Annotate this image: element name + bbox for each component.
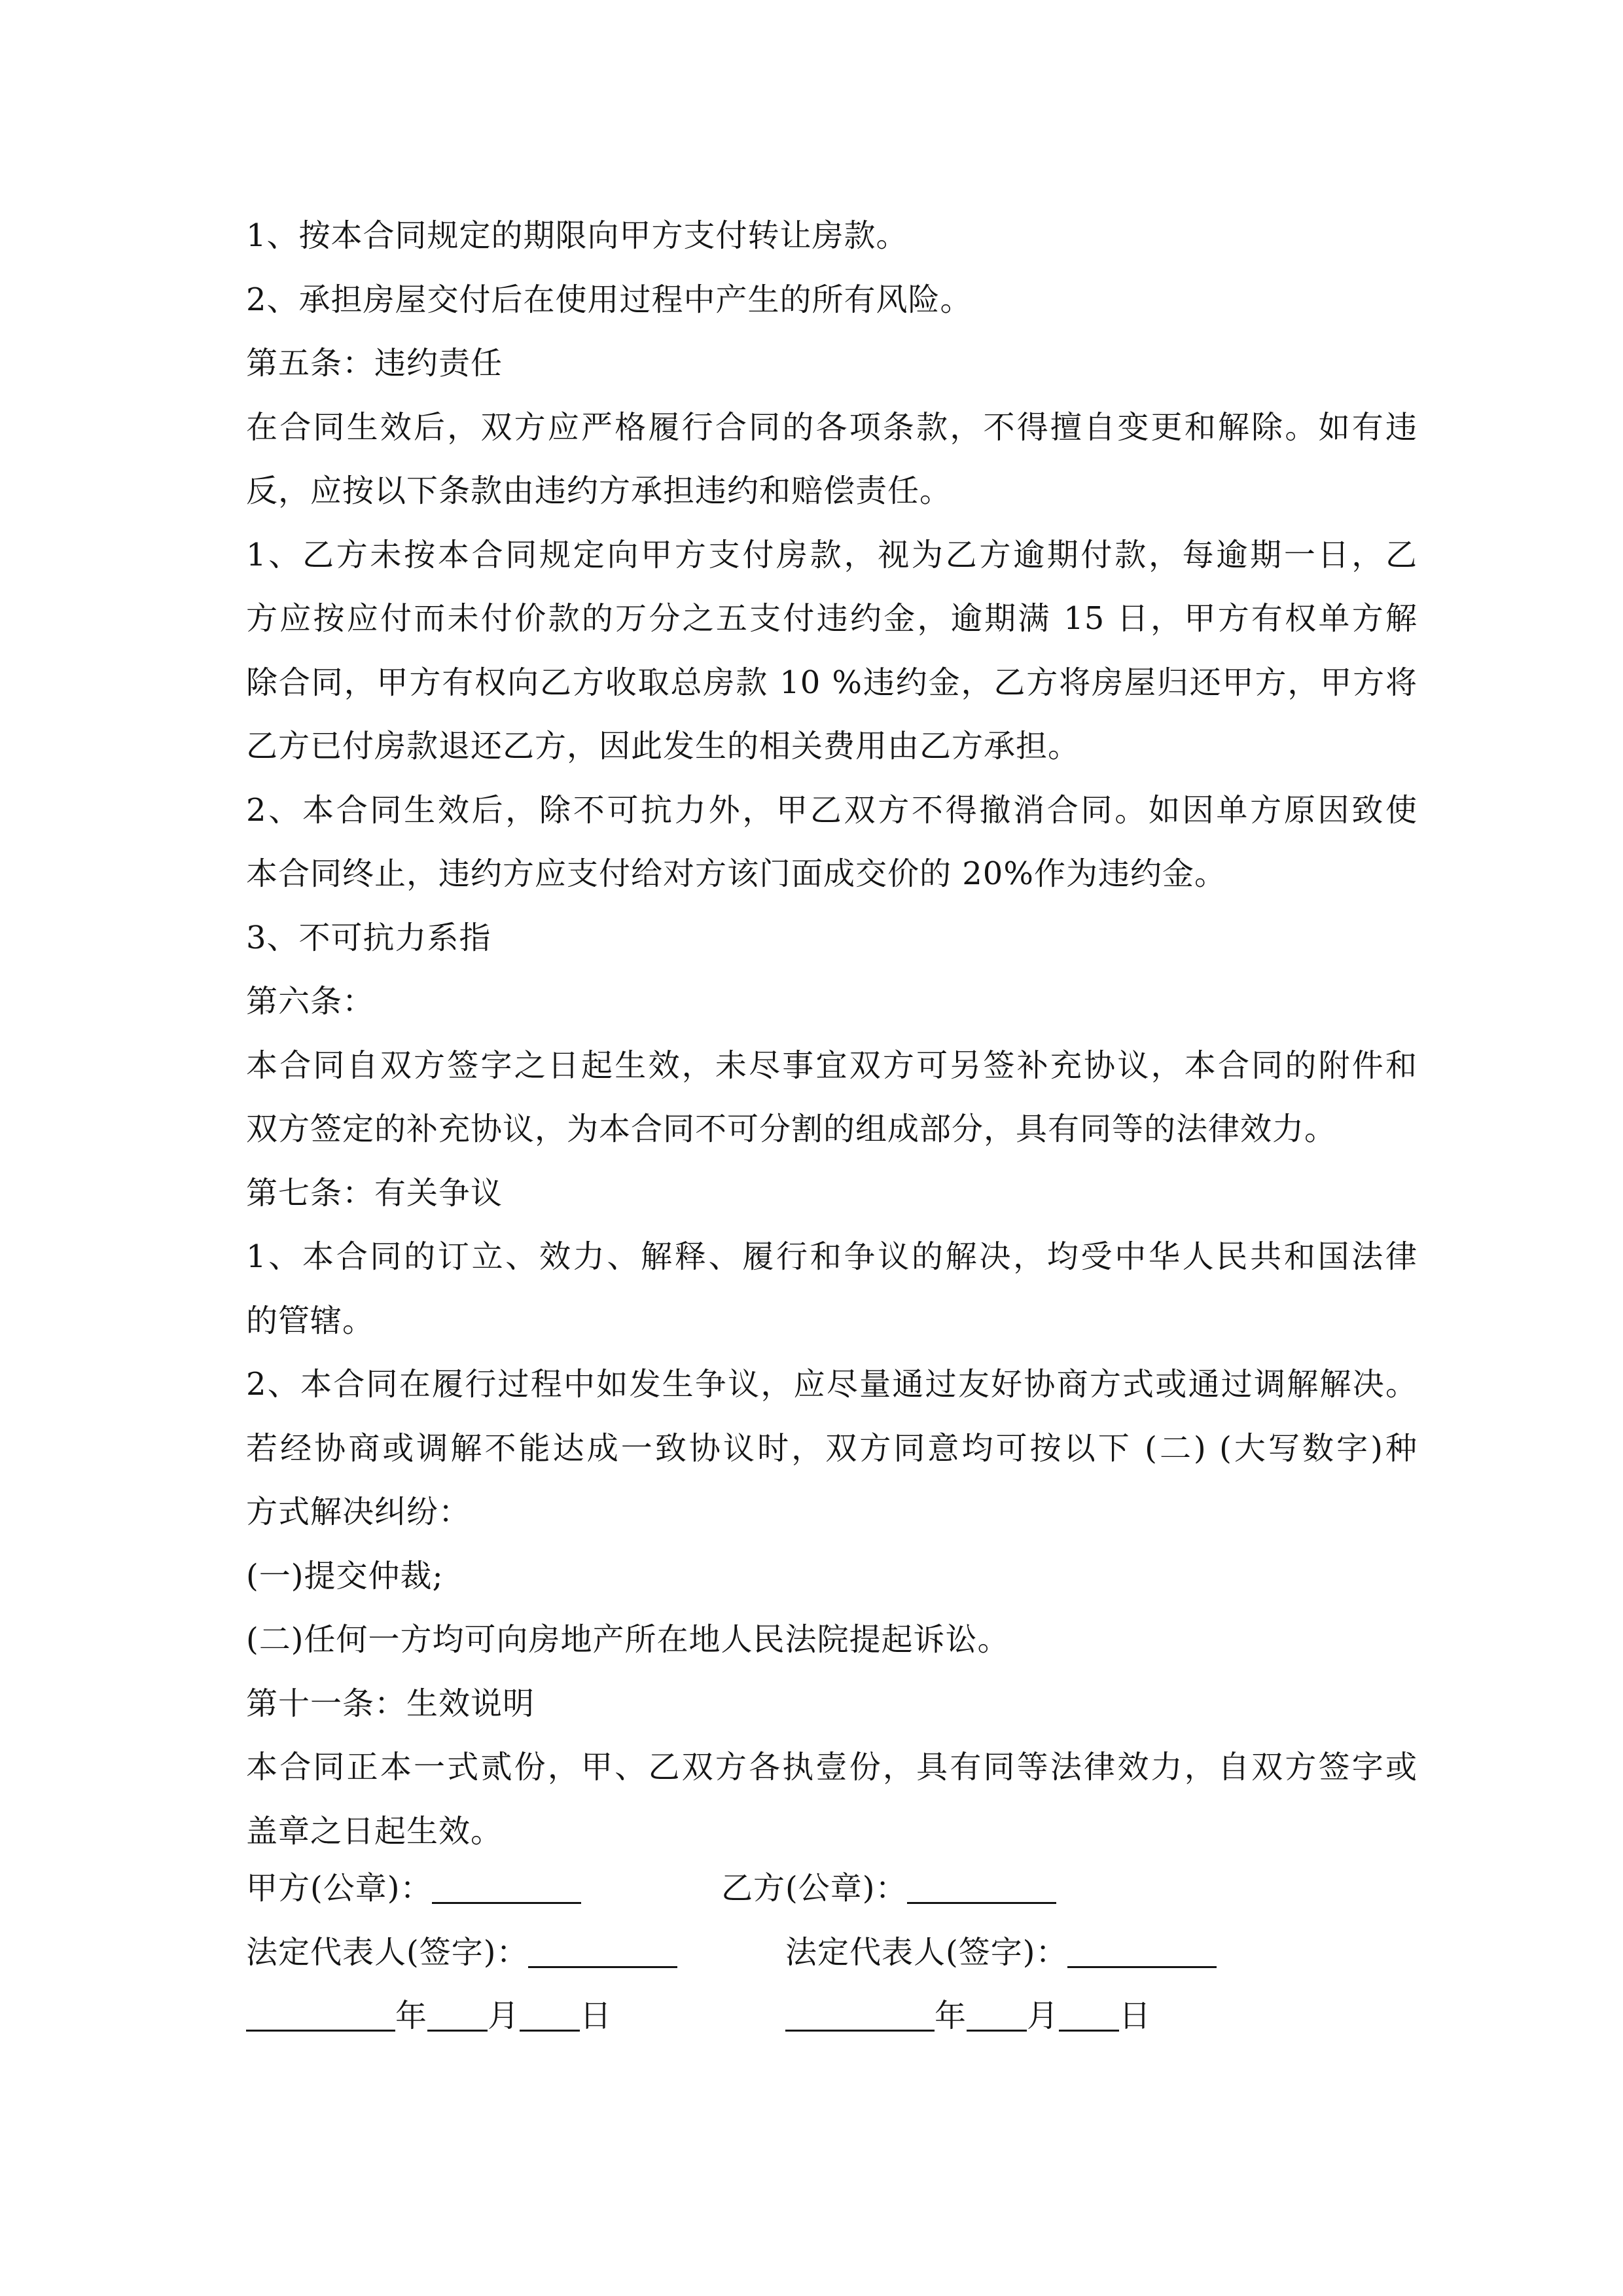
- party-b-month-label: 月: [1027, 1998, 1060, 2034]
- paragraph-line: 的管辖。: [246, 1302, 375, 1339]
- paragraph-line: 若经协商或调解不能达成一致协议时，双方同意均可按以下 (二) (大写数字)种: [246, 1429, 1418, 1467]
- party-a-month-blank: [427, 1997, 488, 2032]
- party-a-year-label: 年: [395, 1998, 428, 2034]
- party-b-day-label: 日: [1119, 1998, 1152, 2034]
- party-a-rep-label: 法定代表人(签字)：: [246, 1933, 529, 1971]
- paragraph-line: 双方签定的补充协议，为本合同不可分割的组成部分，具有同等的法律效力。: [246, 1111, 1337, 1147]
- party-a-day-blank: [520, 1997, 580, 2032]
- paragraph-line: 本合同终止，违约方应支付给对方该门面成交价的 20%作为违约金。: [246, 855, 1226, 892]
- party-b-year-label: 年: [935, 1998, 967, 2034]
- party-b-rep-label: 法定代表人(签字)：: [785, 1933, 1068, 1971]
- party-a-rep: [246, 1921, 677, 1985]
- party-b-day-blank: [1059, 1997, 1119, 2032]
- paragraph-line: 第六条：: [246, 983, 375, 1020]
- representative-line: [246, 1921, 1418, 1985]
- contract-body: [246, 204, 1418, 1863]
- party-b-date: [785, 1984, 1151, 2049]
- paragraph-line: 第十一条：生效说明: [246, 1685, 535, 1722]
- party-b-seal-label: 乙方(公章)：: [721, 1870, 908, 1907]
- party-a-seal-label: 甲方(公章)：: [246, 1870, 433, 1907]
- party-a-year-blank: [246, 1997, 395, 2032]
- paragraph-line: 乙方已付房款退还乙方，因此发生的相关费用由乙方承担。: [246, 728, 1080, 764]
- party-b-seal-blank: [907, 1869, 1056, 1904]
- paragraph-line: 本合同自双方签字之日起生效，未尽事宜双方可另签补充协议，本合同的附件和: [246, 1047, 1418, 1084]
- party-b-seal: [721, 1857, 1056, 1921]
- paragraph-line: 2、本合同在履行过程中如发生争议，应尽量通过友好协商方式或通过调解解决。: [246, 1366, 1418, 1403]
- paragraph-line: 1、本合同的订立、效力、解释、履行和争议的解决，均受中华人民共和国法律: [246, 1238, 1418, 1275]
- party-a-rep-blank: [528, 1933, 677, 1968]
- party-a-seal-blank: [432, 1869, 581, 1904]
- seal-line: [246, 1857, 1418, 1921]
- paragraph-line: 3、不可抗力系指: [246, 919, 491, 956]
- paragraph-line: 2、本合同生效后，除不可抗力外，甲乙双方不得撤消合同。如因单方原因致使: [246, 791, 1418, 829]
- paragraph-line: 方式解决纠纷：: [246, 1494, 471, 1530]
- paragraph-line: 2、承担房屋交付后在使用过程中产生的所有风险。: [246, 281, 972, 318]
- date-line: [246, 1984, 1418, 2049]
- paragraph-line: 除合同，甲方有权向乙方收取总房款 10 %违约金，乙方将房屋归还甲方，甲方将: [246, 664, 1418, 701]
- party-b-rep: [785, 1921, 1217, 1985]
- party-b-month-blank: [967, 1997, 1027, 2032]
- paragraph-line: 本合同正本一式贰份，甲、乙双方各执壹份，具有同等法律效力，自双方签字或: [246, 1749, 1418, 1785]
- party-b-rep-blank: [1067, 1933, 1217, 1968]
- party-a-day-label: 日: [580, 1998, 613, 2034]
- paragraph-line: 方应按应付而未付价款的万分之五支付违约金，逾期满 15 日，甲方有权单方解: [246, 600, 1418, 637]
- party-a-seal: [246, 1857, 581, 1921]
- paragraph-line: (一)提交仲裁;: [246, 1557, 444, 1594]
- paragraph-line: (二)任何一方均可向房地产所在地人民法院提起诉讼。: [246, 1621, 1010, 1658]
- party-a-month-label: 月: [488, 1998, 520, 2034]
- party-a-date: [246, 1984, 612, 2049]
- party-b-year-blank: [785, 1997, 935, 2032]
- paragraph-line: 在合同生效后，双方应严格履行合同的各项条款，不得擅自变更和解除。如有违: [246, 408, 1418, 446]
- paragraph-line: 反，应按以下条款由违约方承担违约和赔偿责任。: [246, 473, 952, 509]
- paragraph-line: 1、按本合同规定的期限向甲方支付转让房款。: [246, 217, 908, 254]
- paragraph-line: 第七条：有关争议: [246, 1174, 503, 1211]
- paragraph-line: 第五条：违约责任: [246, 345, 503, 382]
- paragraph-line: 1、乙方未按本合同规定向甲方支付房款，视为乙方逾期付款，每逾期一日，乙: [246, 536, 1418, 573]
- paragraph-line: 盖章之日起生效。: [246, 1812, 503, 1850]
